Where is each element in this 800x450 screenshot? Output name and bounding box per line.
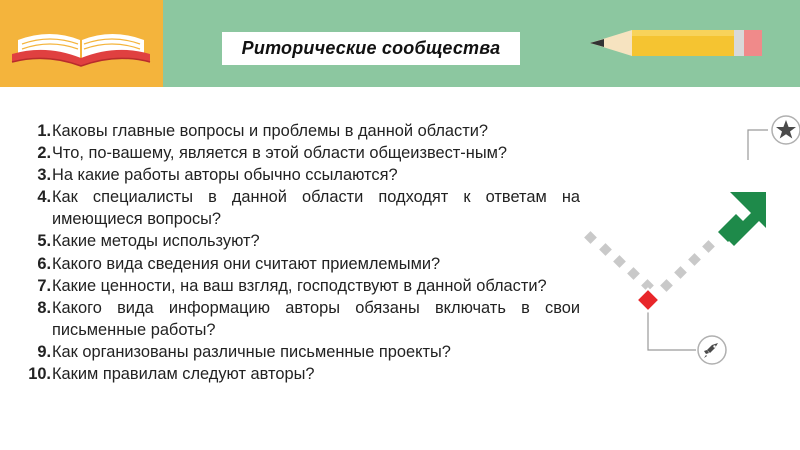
- decoration-graphic: [560, 100, 800, 380]
- rocket-icon: [698, 336, 726, 364]
- question-text: На какие работы авторы обычно ссылаются?: [52, 166, 398, 185]
- dotted-path: [584, 231, 715, 292]
- question-number: 10.: [28, 365, 51, 384]
- question-text: Какого вида информацию авторы обязаны включать в свои письменные работы?: [52, 298, 580, 339]
- question-number: 7.: [37, 276, 51, 295]
- list-item: [14, 186, 580, 230]
- question-number: 9.: [37, 342, 51, 361]
- questions-list: [14, 120, 580, 385]
- title-box: [222, 32, 520, 65]
- question-text: Какие ценности, на ваш взгляд, господствуют в данной области?: [52, 276, 547, 295]
- question-number: 1.: [37, 122, 51, 140]
- list-item: [14, 253, 580, 275]
- question-number: 8.: [37, 298, 51, 317]
- list-item: [14, 142, 580, 164]
- list-item: [14, 275, 580, 297]
- list-item: [14, 230, 580, 252]
- question-text: Каковы главные вопросы и проблемы в данной области?: [52, 122, 488, 140]
- question-text: Как организованы различные письменные проекты?: [52, 342, 451, 361]
- list-item: [14, 341, 580, 363]
- question-text: Каким правилам следуют авторы?: [52, 365, 315, 384]
- question-number: 4.: [37, 188, 51, 207]
- star-icon: [772, 116, 800, 144]
- connector-line-top: [748, 130, 768, 160]
- diamond-marker: [637, 289, 660, 312]
- list-item: [14, 297, 580, 341]
- header-band: [0, 0, 800, 87]
- question-text: Какого вида сведения они считают приемлемыми?: [52, 254, 441, 273]
- question-number: 2.: [37, 144, 51, 163]
- question-number: 3.: [37, 166, 51, 185]
- question-text: Какие методы используют?: [52, 232, 260, 251]
- question-number: 6.: [37, 254, 51, 273]
- page-title: Риторические сообщества: [241, 38, 501, 58]
- open-book-icon: [0, 0, 163, 87]
- list-item: [14, 164, 580, 186]
- pencil-icon: [586, 24, 766, 64]
- question-text: Что, по-вашему, является в этой области общеизвест-ным?: [52, 144, 507, 163]
- list-item: [14, 363, 580, 385]
- list-item: [14, 120, 580, 142]
- question-number: 5.: [37, 232, 51, 251]
- question-text: Как специалисты в данной области подходят к ответам на имеющиеся вопросы?: [52, 188, 580, 229]
- book-panel: [0, 0, 163, 87]
- arrow-up-right-icon: [718, 192, 766, 246]
